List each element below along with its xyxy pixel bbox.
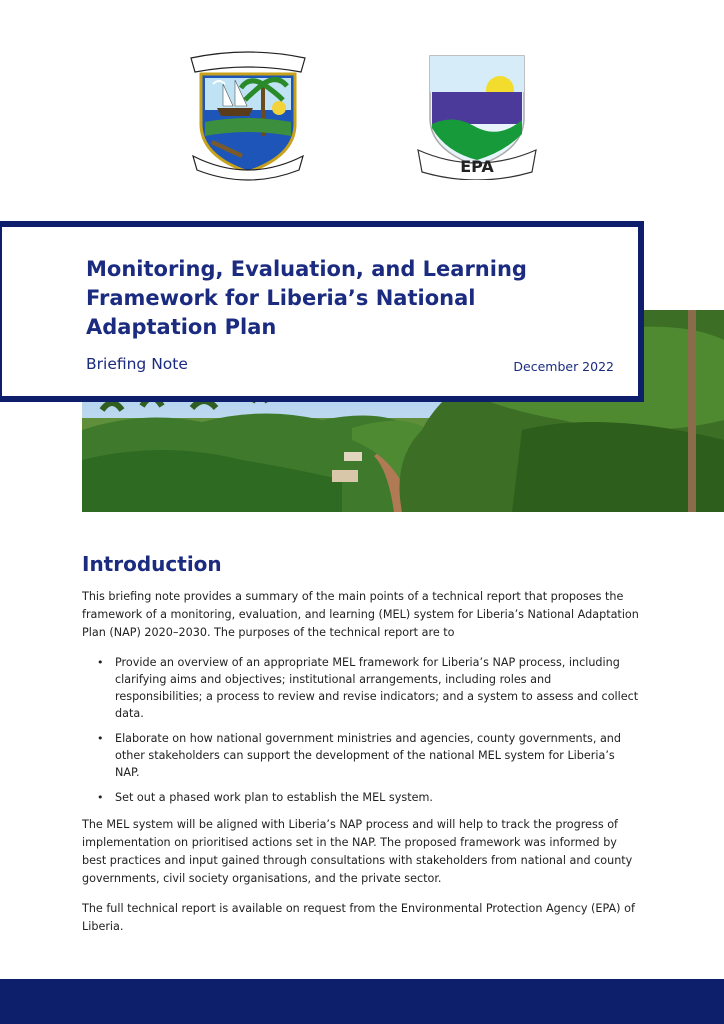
bullet-icon: • <box>97 656 104 669</box>
liberia-seal-logo <box>183 44 313 184</box>
list-item-text: Elaborate on how national government ministries and agencies, county governments, and other stakeholders can support the development of the national MEL system for Liberia’s NAP. <box>115 732 621 779</box>
liberia-seal-icon <box>183 44 313 184</box>
list-item <box>82 654 642 722</box>
intro-paragraph-1: This briefing note provides a summary of the main points of a technical report that proposes the framework of a monitoring, evaluation, and learning (MEL) system for Liberia’s National Adaptation Plan (NAP) 2020–2030. The purposes of the technical report are to <box>82 590 639 639</box>
epa-emblem-icon <box>414 48 540 180</box>
bullet-icon: • <box>97 732 104 745</box>
epa-logo-text: EPA <box>460 157 494 176</box>
intro-paragraph-2: The MEL system will be aligned with Liberia’s NAP process and will help to track the progress of implementation on prioritised actions set in the NAP. The proposed framework was informed by best practices and input gained through consultations with stakeholders from national and county governments, civil society organisations, and the private sector. <box>82 818 633 885</box>
list-item-text: Set out a phased work plan to establish the MEL system. <box>115 791 433 804</box>
section-heading: Introduction <box>82 552 222 576</box>
bullet-icon: • <box>97 791 104 804</box>
title-box <box>0 221 644 402</box>
footer-bar <box>0 979 724 1024</box>
intro-paragraph-3: The full technical report is available on request from the Environmental Protection Agency (EPA) of Liberia. <box>82 902 635 933</box>
document-title: Monitoring, Evaluation, and Learning Framework for Liberia’s National Adaptation Plan <box>86 257 527 339</box>
introduction-section <box>82 552 642 948</box>
list-item-text: Provide an overview of an appropriate MEL framework for Liberia’s NAP process, including clarifying aims and objectives; institutional arrangements, including roles and responsibilities; a process to review and revise indicators; and a system to assess and collect data. <box>115 656 639 720</box>
document-date: December 2022 <box>513 359 614 374</box>
purpose-list <box>82 654 642 806</box>
list-item <box>82 730 642 781</box>
epa-logo <box>414 48 540 180</box>
list-item <box>82 789 642 806</box>
document-subtitle: Briefing Note <box>86 355 188 373</box>
